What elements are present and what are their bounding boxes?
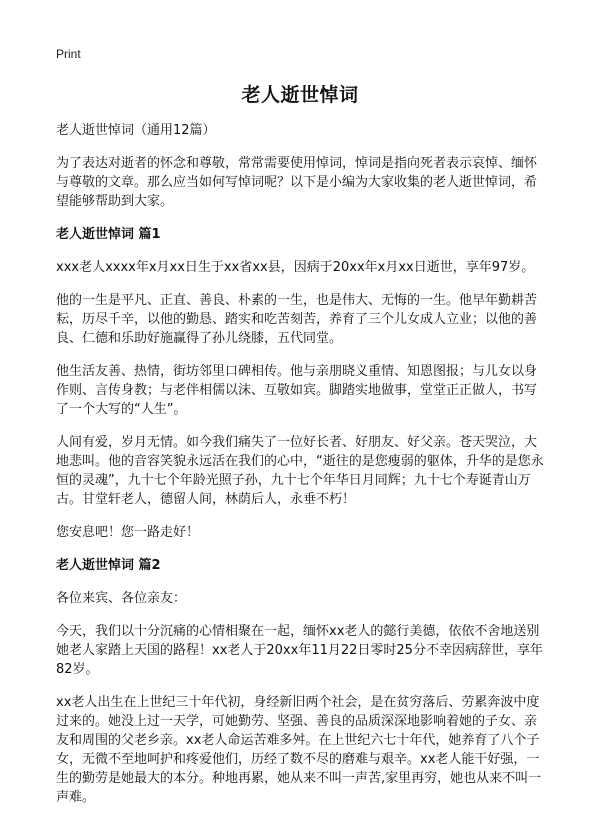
paragraph: xx老人出生在上世纪三十年代初，身经新旧两个社会，是在贫穷落后、劳累奔波中度过来的。她没上过一天学，可她勤劳、坚强、善良的品质深深地影响着她的子女、亲友和周围的父老乡亲。xx老人命运苦难多舛。在上世纪六七十年代，她养育了八个子女，无微不至地呵护和疼爱他们，历经了数不尽的磨难与艰辛。xx老人能干好强，一生的勤劳是她最大的本分。种地再累，她从来不叫一声苦,家里再穷，她也从来不叫一声难。: [56, 695, 542, 805]
document-title: 老人逝世悼词: [241, 84, 359, 106]
paragraph: 今天，我们以十分沉痛的心情相聚在一起，缅怀xx老人的懿行美德，依依不舍地送别她老人家踏上天国的路程！xx老人于20xx年11月22日零时25分不幸因病辞世，享年82岁。: [56, 624, 543, 677]
paragraph: 您安息吧！您一路走好！: [56, 525, 200, 540]
paragraph: xxx老人xxxx年x月xx日生于xx省xx县，因病于20xx年x月xx日逝世，享年97岁。: [56, 260, 535, 275]
paragraph: 人间有爱，岁月无情。如今我们痛失了一位好长者、好朋友、好父亲。苍天哭泣，大地悲叫。他的音容笑貌永远活在我们的心中，“逝往的是您瘦弱的躯体，升华的是您永恒的灵魂”，九十七个年龄光照子孙，九十七个年华日月同辉；九十七个寿诞青山万古。甘堂轩老人，德留人间，林荫后人，永垂不朽！: [56, 435, 544, 507]
print-link[interactable]: Print: [56, 47, 81, 61]
document-body: [56, 121, 548, 821]
section-heading: 老人逝世悼词 篇2: [56, 558, 161, 573]
intro-paragraph: 为了表达对逝者的怀念和尊敬，常常需要使用悼词，悼词是指向死者表示哀悼、缅怀与尊敬的文章。那么应当如何写悼词呢？以下是小编为大家收集的老人逝世悼词，希望能够帮助到大家。: [56, 156, 538, 209]
paragraph: 各位来宾、各位亲友：: [56, 591, 187, 606]
section-heading: 老人逝世悼词 篇1: [56, 227, 161, 242]
document-subtitle: 老人逝世悼词（通用12篇）: [56, 123, 216, 138]
paragraph: 他生活友善、热情，街坊邻里口碑相传。他与亲朋晓义重情、知恩图报；与儿女以身作则、言传身教；与老伴相儒以沫、互敬如宾。脚踏实地做事，堂堂正正做人，书写了一个大写的“人生”。: [56, 364, 538, 417]
paragraph: 他的一生是平凡、正直、善良、朴素的一生，也是伟大、无悔的一生。他早年勤耕苦耘，历尽千辛，以他的勤恳、踏实和吃苦刻苦，养育了三个儿女成人立业；以他的善良、仁德和乐助好施赢得了孙儿绕膝，五代同堂。: [56, 293, 538, 346]
